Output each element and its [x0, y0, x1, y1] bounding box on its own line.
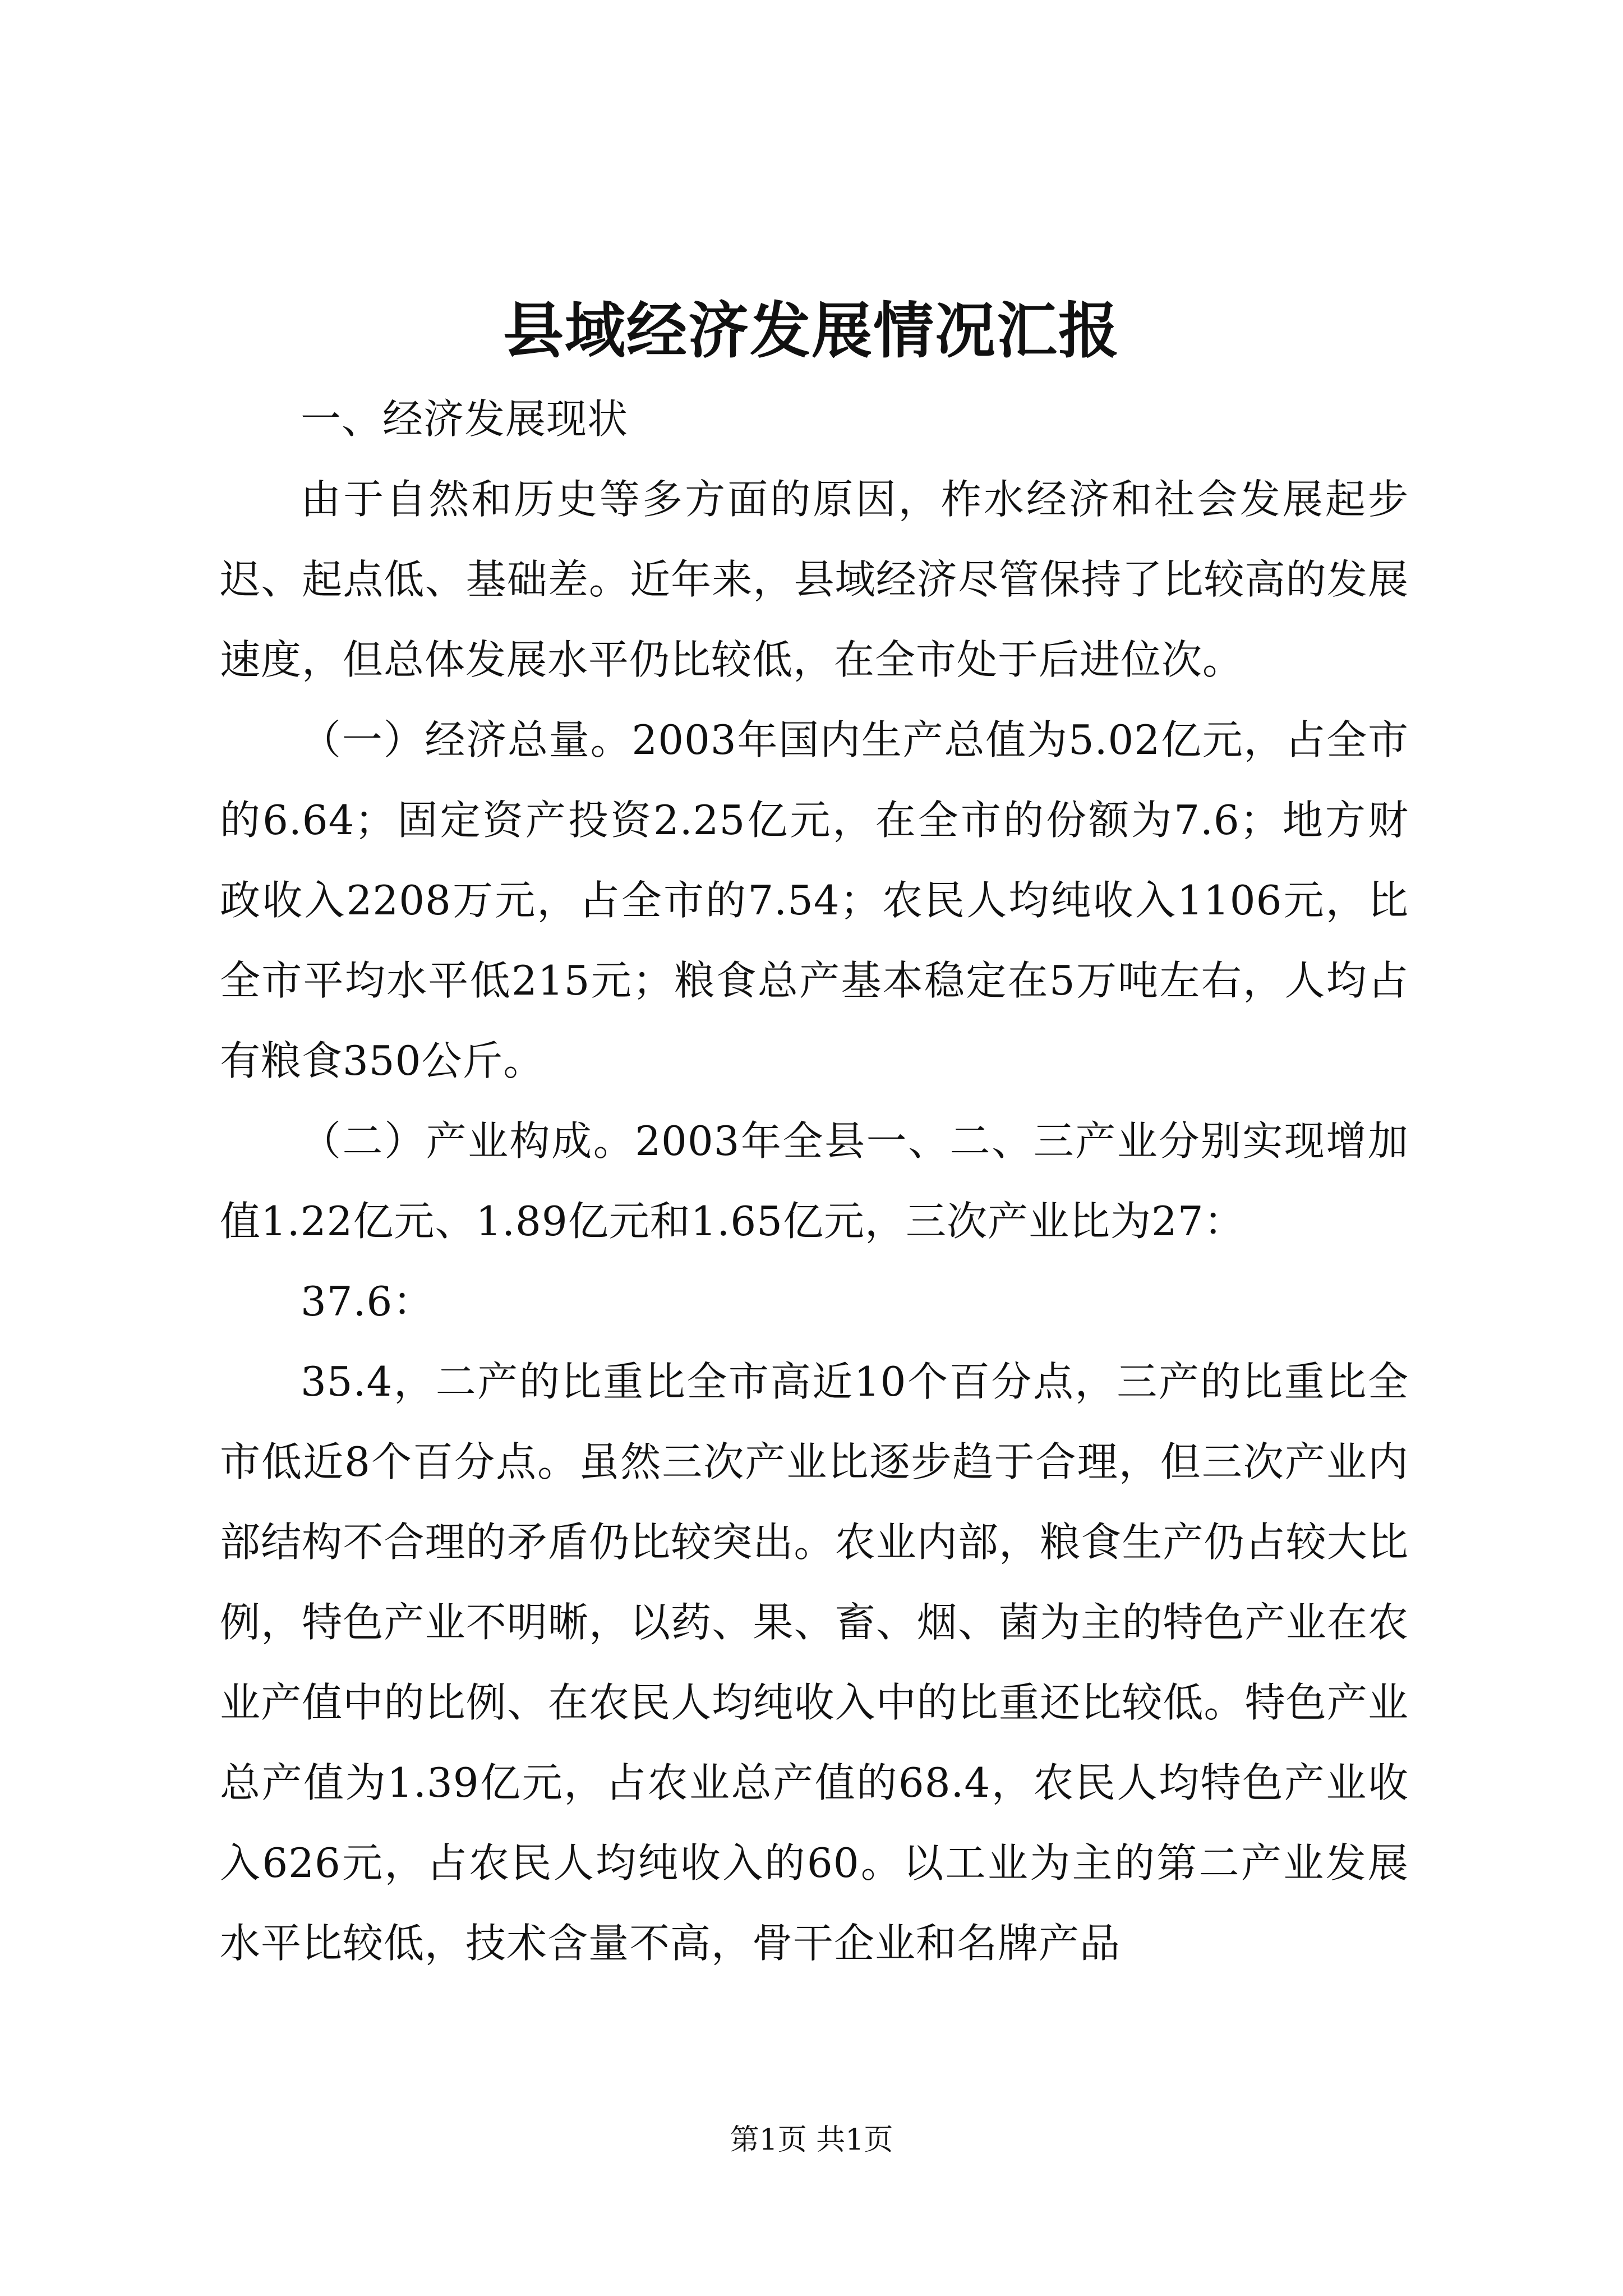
document-body: [220, 379, 1409, 1984]
paragraph: （一）经济总量。2003年国内生产总值为5.02亿元，占全市的6.64；固定资产投资2.25亿元，在全市的份额为7.6；地方财政收入2208万元，占全市的7.54；农民人均纯收入1106元，比全市平均水平低215元；粮食总产基本稳定在5万吨左右，人均占有粮食350公斤。: [220, 716, 1409, 1084]
paragraph: 37.6：: [301, 1278, 434, 1325]
paragraph: 由于自然和历史等多方面的原因，柞水经济和社会发展起步迟、起点低、基础差。近年来，县域经济尽管保持了比较高的发展速度，但总体发展水平仍比较低，在全市处于后进位次。: [220, 476, 1409, 683]
document-title: 县域经济发展情况汇报: [502, 296, 1120, 366]
paragraph: （二）产业构成。2003年全县一、二、三产业分别实现增加值1.22亿元、1.89亿元和1.65亿元，三次产业比为27：: [220, 1117, 1409, 1245]
page-number-footer: 第1页 共1页: [730, 2123, 893, 2157]
paragraph: 35.4，二产的比重比全市高近10个百分点，三产的比重比全市低近8个百分点。虽然三次产业比逐步趋于合理，但三次产业内部结构不合理的矛盾仍比较突出。农业内部，粮食生产仍占较大比例，特色产业不明晰，以药、果、畜、烟、菌为主的特色产业在农业产值中的比例、在农民人均纯收入中的比重还比较低。特色产业总产值为1.39亿元，占农业总产值的68.4，农民人均特色产业收入626元，占农民人均纯收入的60。以工业为主的第二产业发展水平比较低，技术含量不高，骨干企业和名牌产品: [220, 1358, 1409, 1967]
section-heading: 一、经济发展现状: [301, 395, 629, 443]
